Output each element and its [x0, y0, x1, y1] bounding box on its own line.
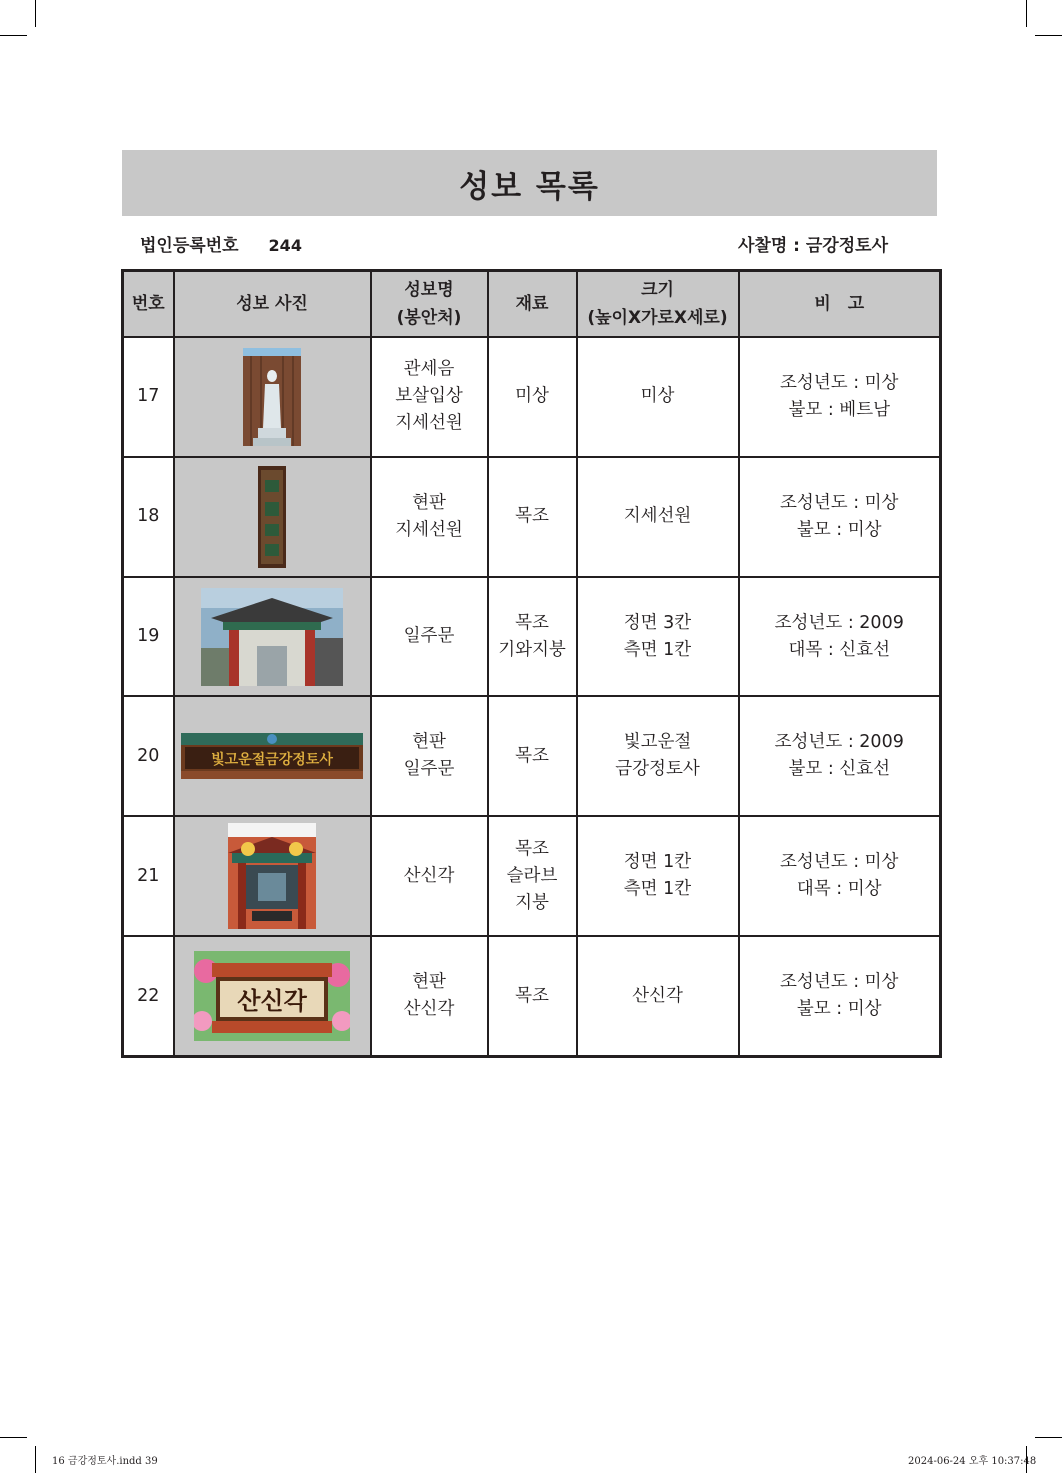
table-row [123, 577, 941, 697]
header-size: 크기 (높이X가로X세로) [577, 271, 739, 338]
footer-timestamp: 2024-06-24 오후 10:37:48 [908, 1456, 1037, 1467]
header-no: 번호 [123, 271, 174, 338]
row-number: 19 [123, 577, 174, 697]
crop-mark [0, 1437, 27, 1438]
footer-filename: 16 금강정토사.indd 39 [52, 1456, 158, 1467]
crop-mark [0, 35, 27, 36]
svg-text:빛고운절금강정토사: 빛고운절금강정토사 [211, 752, 333, 769]
page-title: 성보 목록 [459, 168, 600, 205]
row-note: 조성년도 : 미상 불모 : 미상 [739, 457, 941, 577]
registration-label: 법인등록번호 [140, 236, 239, 256]
row-note: 조성년도 : 미상 대목 : 미상 [739, 816, 941, 936]
row-material: 목조 [488, 936, 577, 1056]
temple-gate-photo [175, 588, 370, 686]
table-row [123, 337, 941, 457]
row-size: 미상 [577, 337, 739, 457]
photo-cell [174, 936, 371, 1056]
row-name: 일주문 [371, 577, 488, 697]
table-header-row [123, 271, 941, 338]
photo-cell [174, 696, 371, 816]
crop-mark [1026, 0, 1027, 27]
row-material: 목조 슬라브 지붕 [488, 816, 577, 936]
row-note: 조성년도 : 2009 불모 : 신효선 [739, 696, 941, 816]
header-name: 성보명 (봉안처) [371, 271, 488, 338]
row-note: 조성년도 : 미상 불모 : 베트남 [739, 337, 941, 457]
sanshingak-signboard-photo [175, 951, 370, 1041]
row-material: 목조 [488, 457, 577, 577]
title-bar [122, 150, 937, 216]
row-size: 정면 3칸 측면 1칸 [577, 577, 739, 697]
registration-info [140, 231, 302, 256]
row-note: 조성년도 : 2009 대목 : 신효선 [739, 577, 941, 697]
row-name: 현판 지세선원 [371, 457, 488, 577]
row-size: 정면 1칸 측면 1칸 [577, 816, 739, 936]
svg-text:산신각: 산신각 [237, 986, 307, 1016]
row-name: 현판 산신각 [371, 936, 488, 1056]
row-size: 빛고운절 금강정토사 [577, 696, 739, 816]
table-row [123, 696, 941, 816]
row-number: 18 [123, 457, 174, 577]
table-row [123, 457, 941, 577]
horizontal-signboard-photo [175, 733, 370, 779]
registration-number: 244 [268, 236, 302, 255]
header-material: 재료 [488, 271, 577, 338]
row-size: 산신각 [577, 936, 739, 1056]
photo-cell [174, 816, 371, 936]
header-photo: 성보 사진 [174, 271, 371, 338]
header-note: 비 고 [739, 271, 941, 338]
bodhisattva-statue-photo [175, 348, 370, 446]
row-material: 목조 [488, 696, 577, 816]
row-size: 지세선원 [577, 457, 739, 577]
row-number: 21 [123, 816, 174, 936]
row-number: 20 [123, 696, 174, 816]
row-material: 목조 기와지붕 [488, 577, 577, 697]
table-row [123, 936, 941, 1056]
row-name: 현판 일주문 [371, 696, 488, 816]
photo-cell [174, 337, 371, 457]
photo-cell [174, 457, 371, 577]
treasure-table [121, 269, 942, 1058]
temple-name: 사찰명 : 금강정토사 [737, 236, 888, 256]
table-row [123, 816, 941, 936]
row-number: 17 [123, 337, 174, 457]
vertical-signboard-photo [175, 466, 370, 568]
row-name: 관세음 보살입상 지세선원 [371, 337, 488, 457]
row-number: 22 [123, 936, 174, 1056]
crop-mark [1035, 35, 1062, 36]
row-name: 산신각 [371, 816, 488, 936]
row-note: 조성년도 : 미상 불모 : 미상 [739, 936, 941, 1056]
row-material: 미상 [488, 337, 577, 457]
crop-mark [1035, 1437, 1062, 1438]
crop-mark [35, 0, 36, 27]
shrine-building-photo [175, 823, 370, 929]
photo-cell [174, 577, 371, 697]
crop-mark [35, 1446, 36, 1473]
